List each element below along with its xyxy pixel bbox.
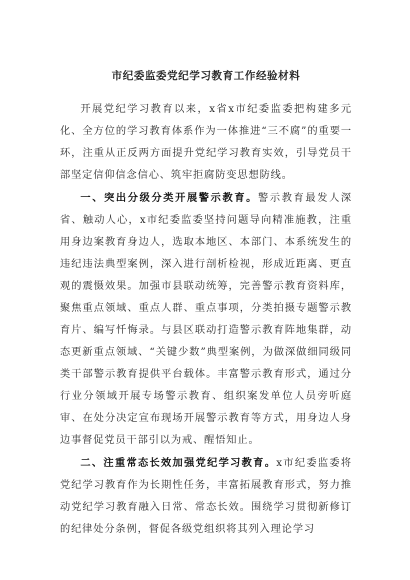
section-2-body: x市纪委监委将党纪学习教育作为长期性任务，丰富拓展教育形式，努力推动党纪学习教育融入日常、常态长效。围绕学习贯彻新修订的纪律处分条例，督促各级党组织将其列入理论学习 [60, 458, 352, 535]
section-1-paragraph [60, 187, 352, 452]
section-1-body: 警示教育最发人深省、触动人心，x市纪委监委坚持问题导向精准施教，注重用身边案教育身边人，选取本地区、本部门、本系统发生的违纪违法典型案例，深入进行剖析检视，形成近距离、更直观的震慑效果。加强市县联动统筹，完善警示教育资料库，聚焦重点领域、重点人群、重点事项，分类拍摄专题警示教育片、编写忏悔录。与县区联动打造警示教育阵地集群，动态更新重点领域、“关键少数”典型案例，为做深做细同级同类干部警示教育提供平台载体。丰富警示教育形式，通过分行业分领域开展专场警示教育、组织案发单位人员旁听庭审、在处分决定宣布现场开展警示教育等方式，用身边人身边事督促党员干部引以为戒、醒悟知止。 [60, 193, 352, 446]
document-title: 市纪委监委党纪学习教育工作经验材料 [111, 70, 301, 82]
section-1-heading: 一、突出分级分类开展警示教育。 [80, 192, 259, 204]
section-2-heading: 二、注重常态长效加强党纪学习教育。 [80, 457, 277, 469]
intro-paragraph: 开展党纪学习教育以来，x省x市纪委监委把构建多元化、全方位的学习教育体系作为一体推进“三不腐”的重要一环，注重从正反两方面提升党纪学习教育实效，引导党员干部坚定信仰信念信心、筑牢拒腐防变思想防线。 [60, 104, 352, 181]
section-2-paragraph [60, 452, 352, 541]
